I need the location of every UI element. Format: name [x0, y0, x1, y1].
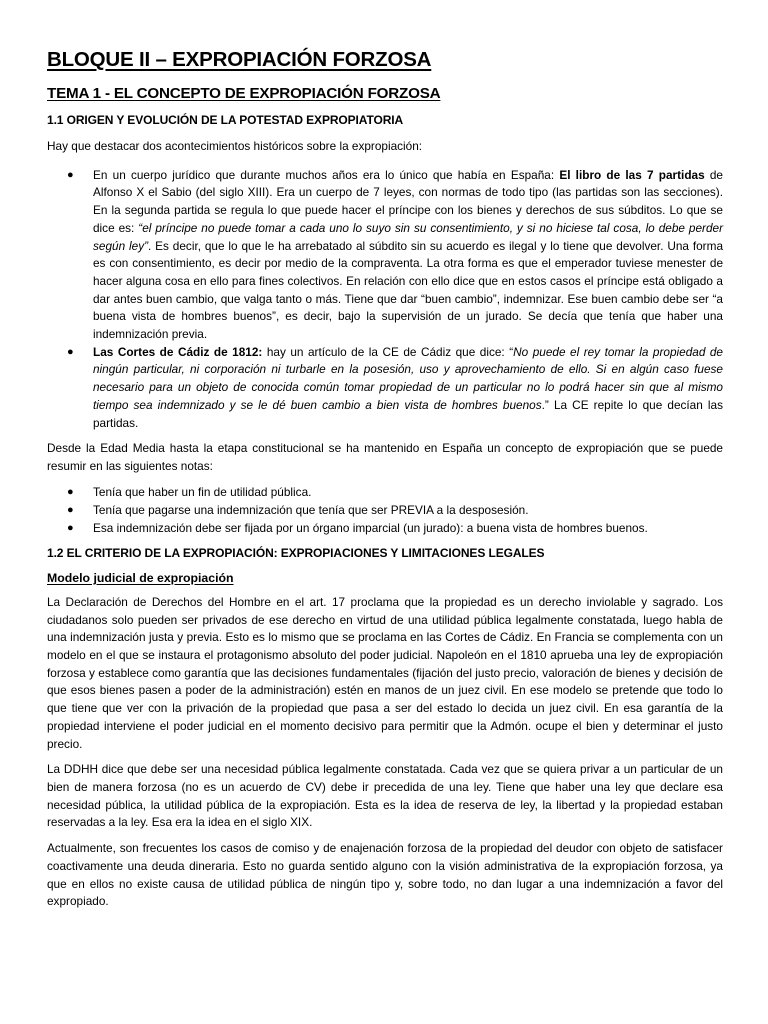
section-1-paragraph: Desde la Edad Media hasta la etapa constitucional se ha mantenido en España un concepto de expropiación que se puede resumir en las siguientes notas: — [47, 441, 723, 473]
bullet-icon: ● — [67, 345, 74, 358]
list-item: ● Esa indemnización debe ser fijada por un órgano imparcial (un jurado): a buena vista de hombres buenos. — [47, 520, 723, 538]
section-2-paragraph: La Declaración de Derechos del Hombre en el art. 17 proclama que la propiedad es un derecho inviolable y sagrado. Los ciudadanos solo pueden ser privados de ese derecho en virtud de una utilidad pública legalmente constatada, luego habla de una indemnización justa y previa. Esto es lo mismo que se proclama en las Cortes de Cádiz. En Francia se complementa con un modelo en el que se instaura el protagonismo absoluto del poder judicial. Napoleón en el 1810 aprueba una ley de expropiación forzosa y establece como garantía que las decisiones fundamentales (fijación del justo precio, valoración de bienes y decisión de que esos bienes pasen a poder de la administración) estén en manos de un juez civil. En ese modelo se pretende que todo lo que tiene que ver con la privación de la propiedad que pasa a ser del estado lo decida un juez civil. En esa garantía de la propiedad interviene el poder judicial en el momento decisivo para permitir que la Admón. ocupe el bien y determinar el justo precio. — [47, 594, 723, 751]
section-1-intro: Hay que destacar dos acontecimientos históricos sobre la expropiación: — [47, 139, 423, 153]
list-item: ● Tenía que haber un fin de utilidad pública. — [47, 484, 723, 502]
list-item: ● Las Cortes de Cádiz de 1812: hay un artículo de la CE de Cádiz que dice: “No puede el rey tomar la propiedad de ningún particular, ni corporación ni turbarle en la posesión, uso y aprovechamiento de ello. Si en algún caso fuese necesario para un objeto de conocida común tomar propiedad de un particular no lo podrá hacer sin que al mismo tiempo sea indemnizado y se le dé buen cambio a bien vista de hombres buenos.” La CE repite lo que decían las partidas. — [67, 344, 723, 430]
list-item: ● Tenía que pagarse una indemnización que tenía que ser PREVIA a la desposesión. — [47, 502, 723, 520]
bullet-icon: ● — [67, 168, 74, 181]
section-1-heading: 1.1 ORIGEN Y EVOLUCIÓN DE LA POTESTAD EXPROPIATORIA — [47, 113, 404, 127]
list-item: ● En un cuerpo jurídico que durante muchos años era lo único que había en España: El libro de las 7 partidas de Alfonso X el Sabio (del siglo XIII). Era un cuerpo de 7 leyes, con normas de todo tipo (las partidas son las secciones). En la segunda partida se regula lo que puede hacer el príncipe con los bienes y derechos de sus súbditos. Lo que se dice es: “el príncipe no puede tomar a cada uno lo suyo sin su consentimiento, y si no hiciese tal cosa, lo debe perder según ley”. Es decir, que lo que le ha arrebatado al súbdito sin su acuerdo es ilegal y lo tiene que devolver. Una forma es con consentimiento, es decir por medio de la compraventa. La otra forma es que el emperador tuviese menester de hacer alguna cosa en ello para fines colectivos. En relación con ello dice que en estos casos el príncipe está obligado a dar antes buen cambio, que valga tanto o más. Tiene que dar “buen cambio”, indemnizar. Ese buen cambio debe ser “a buena vista de hombres buenos”, es decir, bajo la supervisión de un jurado. Se decía que tenía que haber una indemnización previa. — [67, 167, 723, 342]
bullet-icon: ● — [67, 522, 74, 535]
section-2-paragraph: La DDHH dice que debe ser una necesidad pública legalmente constatada. Cada vez que se quiera privar a un particular de un bien de manera forzosa (no es un acuerdo de CV) debe ir precedida de una ley. Tiene que haber una ley que declare esa necesidad pública, la utilidad pública de la expropiación. Esta es la idea de reserva de ley, la libertad y la propiedad estaban reservadas a la ley. Esa era la idea en el siglo XIX. — [47, 762, 723, 830]
history-list — [47, 167, 723, 433]
section-2-paragraph: Actualmente, son frecuentes los casos de comiso y de enajenación forzosa de la propiedad del deudor con objeto de satisfacer coactivamente una deuda dineraria. Esto no guarda sentido alguno con la visión administrativa de la expropiación forzosa, ya que en ellos no existe causa de utilidad pública de ningún tipo y, sobre todo, no dan lugar a una indemnización a favor del expropiado. — [47, 841, 723, 909]
section-2-subheading: Modelo judicial de expropiación — [47, 570, 234, 585]
document-title: BLOQUE II – EXPROPIACIÓN FORZOSA — [47, 48, 432, 71]
topic-heading: TEMA 1 - EL CONCEPTO DE EXPROPIACIÓN FORZOSA — [47, 85, 441, 102]
bullet-icon: ● — [67, 503, 74, 516]
section-2-heading: 1.2 EL CRITERIO DE LA EXPROPIACIÓN: EXPROPIACIONES Y LIMITACIONES LEGALES — [47, 545, 545, 560]
bullet-icon: ● — [67, 485, 74, 498]
document-page — [47, 48, 723, 919]
notes-list — [47, 484, 723, 538]
